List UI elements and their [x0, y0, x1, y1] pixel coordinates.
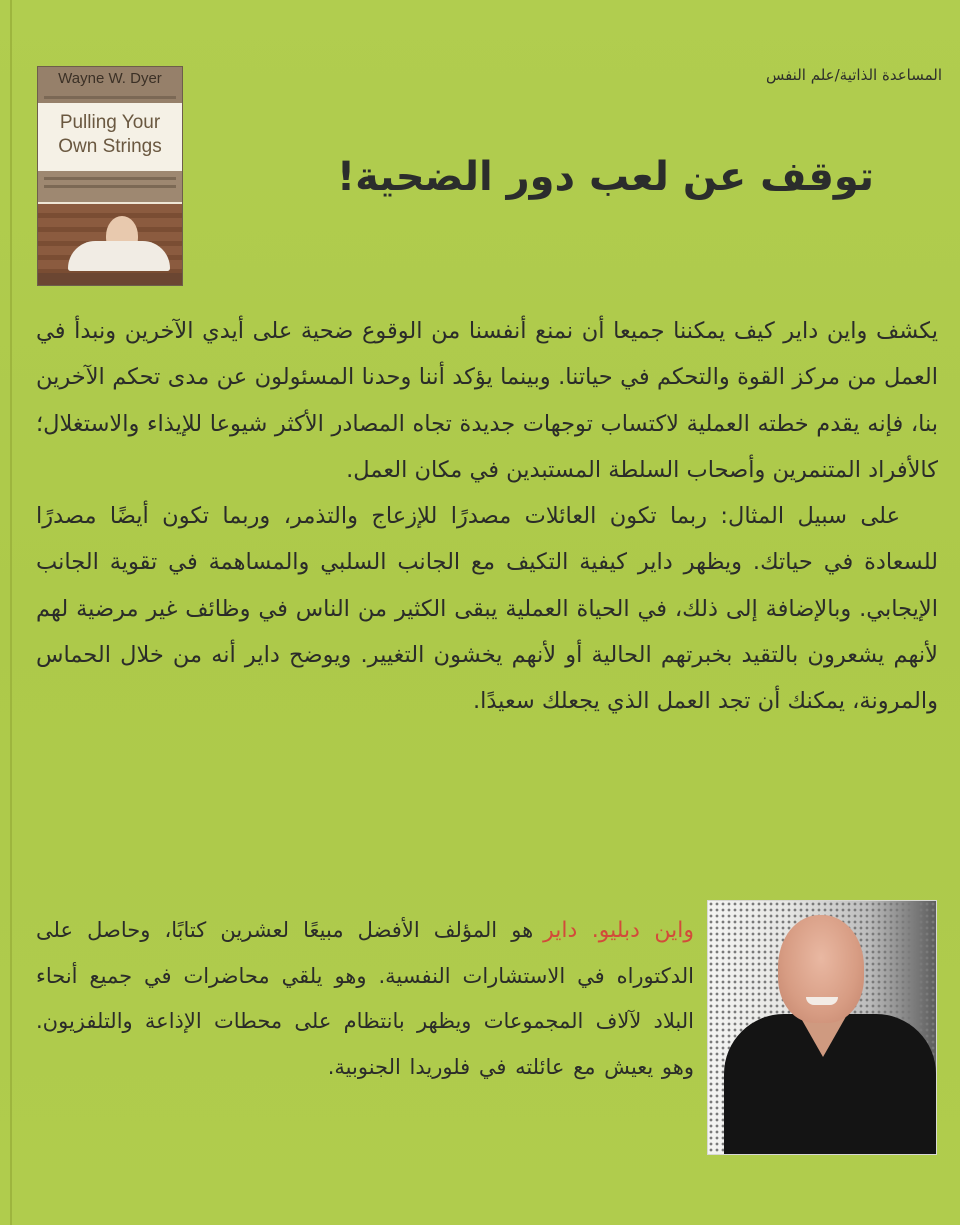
- description-paragraph: على سبيل المثال: ربما تكون العائلات مصدرًا للإزعاج والتذمر، وربما تكون أيضًا مصدرًا للسعادة في حياتك. ويظهر داير كيفية التكيف مع الجانب السلبي والمساهمة في تقوية الجانب الإيجابي. وبالإضافة إلى ذلك، في الحياة العملية يبقى الكثير من الناس في وظائف غير مرضية لهم لأنهم يشعرون بالتقيد بخبرتهم الحالية أو لأنهم يخشون التغيير. ويوضح داير أنه من خلال الحماس والمرونة، يمكنك أن تجد العمل الذي يجعلك سعيدًا.: [36, 503, 938, 715]
- book-cover-subtitle: [38, 171, 182, 204]
- book-cover-author: [38, 67, 182, 103]
- book-cover-thumbnail: [37, 66, 183, 286]
- book-description: [36, 308, 938, 725]
- author-photo: [707, 900, 937, 1155]
- category-label: المساعدة الذاتية/علم النفس: [765, 66, 942, 84]
- spine-fold-line: [10, 0, 12, 1225]
- book-cover-title-line-2: Own Strings: [58, 136, 162, 157]
- book-cover-title: [38, 103, 182, 171]
- book-cover-author-tagline: [44, 96, 176, 99]
- author-bio-text: هو المؤلف الأفضل مبيعًا لعشرين كتابًا، وحاصل على الدكتوراه في الاستشارات النفسية. وهو يلقي محاضرات في جميع أنحاء البلاد لآلاف المجموعات ويظهر بانتظام على محطات الإذاعة والتلفزيون. وهو يعيش مع عائلته في فلوريدا الجنوبية.: [36, 918, 694, 1079]
- description-paragraph: يكشف واين داير كيف يمكننا جميعا أن نمنع أنفسنا من الوقوع ضحية على أيدي الآخرين ونبدأ في العمل من مركز القوة والتحكم في حياتنا. وبينما يؤكد أننا وحدنا المسئولون عن مدى تحكم الآخرين بنا، فإنه يقدم خطته العملية لاكتساب توجهات جديدة تجاه المصادر الأكثر شيوعا للإيذاء والاستغلال؛ كالأفراد المتنمرين وأصحاب السلطة المستبدين في مكان العمل.: [36, 318, 938, 483]
- author-bio: [36, 908, 694, 1090]
- book-cover-author-photo: [38, 204, 182, 285]
- book-cover-title-line-1: Pulling Your: [59, 112, 161, 133]
- author-name: واين دبليو. داير: [543, 918, 694, 943]
- page-title: توقف عن لعب دور الضحية!: [336, 154, 874, 200]
- book-cover-author-text: Wayne W. Dyer: [58, 70, 162, 87]
